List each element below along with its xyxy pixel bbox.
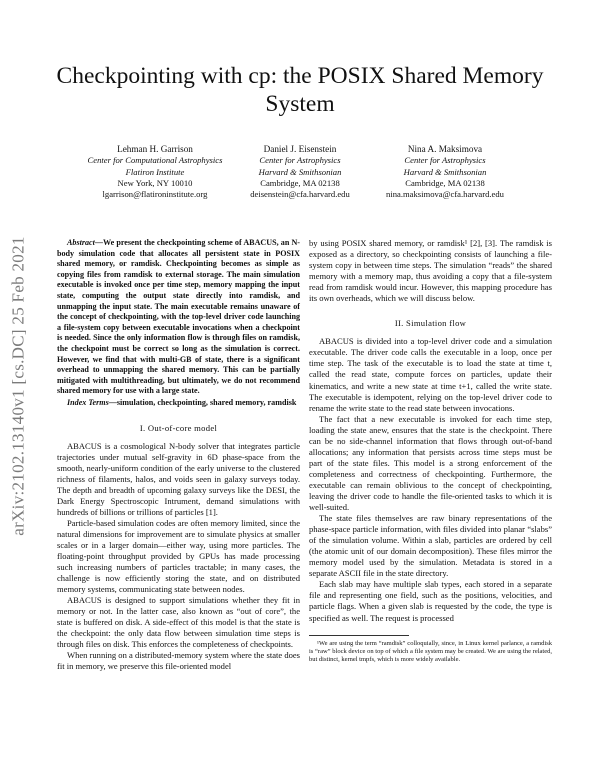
right-column — [309, 238, 552, 664]
author-affiliation: Center for Astrophysics — [259, 155, 341, 166]
paragraph: The state files themselves are raw binary representations of the phase-space particle information, with files divided into planar “slabs” of the simulation volume. Within a slab, particles are ordered by cell (the atomic unit of our domain decomposition). These files mirror the memory model used by the simulation. Metadata is stored in a separate ASCII file in the state directory. — [309, 513, 552, 579]
author-affiliation: Center for Astrophysics — [404, 155, 486, 166]
author-name: Lehman H. Garrison — [117, 144, 193, 154]
abstract — [57, 238, 300, 397]
index-terms — [57, 398, 300, 409]
paragraph: by using POSIX shared memory, or ramdisk¹ [2], [3]. The ramdisk is exposed as a directory, so checkpointing consists of launching a file-system copy in between time steps. The simulation “reads” the shared memory with a memory map, thus avoiding a copy that a file-system read from ramdisk would incur. However, this mapping procedure has its own overheads, which we will discuss below. — [309, 238, 552, 304]
paragraph: ABACUS is divided into a top-level driver code and a simulation executable. The driver code calls the executable in a loop, once per time step. The task of the executable is to load the state at time t, called the read state, compute forces on particles, update their kinematics, and write a new state at time t+1, called the write state. The executable is idempotent, relying on the top-level driver code to rename the write state to the read state between invocations. — [309, 336, 552, 413]
footnote: ¹We are using the term “ramdisk” colloquially, since, in Linux kernel parlance, a ramdisk is “raw” block device on top of which a file system may be created. We are using the related, but distinct, kernel tmpfs, which is more widely available. — [309, 639, 552, 663]
section-heading-2: II. Simulation flow — [394, 318, 467, 329]
author-institution: Harvard & Smithsonian — [258, 166, 342, 177]
index-terms-label: Index Terms — [67, 397, 109, 407]
paragraph: Each slab may have multiple slab types, each stored in a separate file and representing one field, such as the positions, velocities, and particle flags. When a given slab is requested by the code, the type is specified as well. The request is processed — [309, 579, 552, 623]
author-email: deisenstein@cfa.harvard.edu — [250, 189, 350, 200]
author-institution: Harvard & Smithsonian — [403, 166, 487, 177]
left-column — [57, 238, 300, 673]
author-city: Cambridge, MA 02138 — [405, 177, 485, 188]
paper-title: Checkpointing with cp: the POSIX Shared Memory System — [56, 62, 544, 117]
author-city: New York, NY 10010 — [117, 177, 193, 188]
arxiv-watermark — [4, 196, 34, 576]
author-email: lgarrison@flatironinstitute.org — [102, 189, 208, 200]
author-affiliation: Center for Computational Astrophysics — [87, 155, 223, 166]
author-institution: Flatiron Institute — [125, 166, 185, 177]
paragraph: ABACUS is a cosmological N-body solver that integrates particle trajectories under mutual self-gravity in 6D phase-space from the smooth, nearly-uniform condition of the early universe to the clustered richness of filaments, halos, and voids seen in galaxy surveys today. The depth and breadth of upcoming galaxy surveys like the DESI, the Dark Energy Spectroscopic Intrument, demand simulations with hundreds of billions or trillions of particles [1]. — [57, 440, 300, 517]
paragraph: The fact that a new executable is invoked for each time step, loading the state anew, ensures that the state is the checkpoint. There can be no side-channel information that flows through out-of-band allocations; any information that persists across time steps must be part of the state files. This model is a strong enforcement of the completeness and correctness of checkpointing. Furthermore, the executable can remain oblivious to the concept of checkpointing, leaving the driver code to handle the file-oriented tasks to which it is well-suited. — [309, 413, 552, 513]
paragraph: ABACUS is designed to support simulations whether they fit in memory or not. In the latter case, also known as “out of core”, the state is buffered on disk. A side-effect of this model is that the state is the checkpoint: the only data flow between simulation time steps is through files on disk. This enforces the completeness of checkpoints. — [57, 595, 300, 650]
author-email: nina.maksimova@cfa.harvard.edu — [386, 189, 504, 200]
paragraph: When running on a distributed-memory system where the state does fit in memory, we preserve this file-oriented model — [57, 650, 300, 672]
arxiv-id: arXiv:2102.13140v1 [cs.DC] 25 Feb 2021 — [9, 236, 28, 536]
paragraph: Particle-based simulation codes are often memory limited, since the natural dimensions for improvement are to simulate physics at smaller scales or in a larger domain—either way, using more particles. The floating-point throughput provided by GPUs has made processing such increasing numbers of particles tractable; in many cases, the challenge is now efficiently storing the state, and on distributed memory systems, communicating state between nodes. — [57, 517, 300, 595]
abstract-text: We present the checkpointing scheme of ABACUS, an N-body simulation code that allocates all persistent state in POSIX shared memory, or ramdisk. Checkpointing becomes as simple as copying files from ramdisk to external storage. The main simulation executable is invoked once per time step, memory mapping the input state, computing the output state directly into ramdisk, and unmapping the input state. The main executable remains unaware of the concept of checkpointing, with the top-level driver code launching a file-system copy between executable invocations when a checkpoint is needed. Since the only information flow is through files on ramdisk, the checkpoint must be correct so long as the simulation is correct. However, we find that with multi-GB of state, there is a significant overhead to unmapping the shared memory. This can be partially mitigated with multithreading, but ultimately, we do not recommend shared memory for use with a large state. — [57, 238, 300, 396]
author-name: Daniel J. Eisenstein — [263, 144, 337, 154]
footnote-rule — [309, 635, 409, 636]
section-heading-1: I. Out-of-core model — [139, 422, 218, 433]
author-name: Nina A. Maksimova — [407, 144, 483, 154]
abstract-label: Abstract— — [67, 238, 103, 247]
author-block-3 — [360, 144, 530, 200]
author-city: Cambridge, MA 02138 — [260, 177, 340, 188]
index-terms-text: —simulation, checkpointing, shared memory, ramdisk — [108, 397, 297, 407]
